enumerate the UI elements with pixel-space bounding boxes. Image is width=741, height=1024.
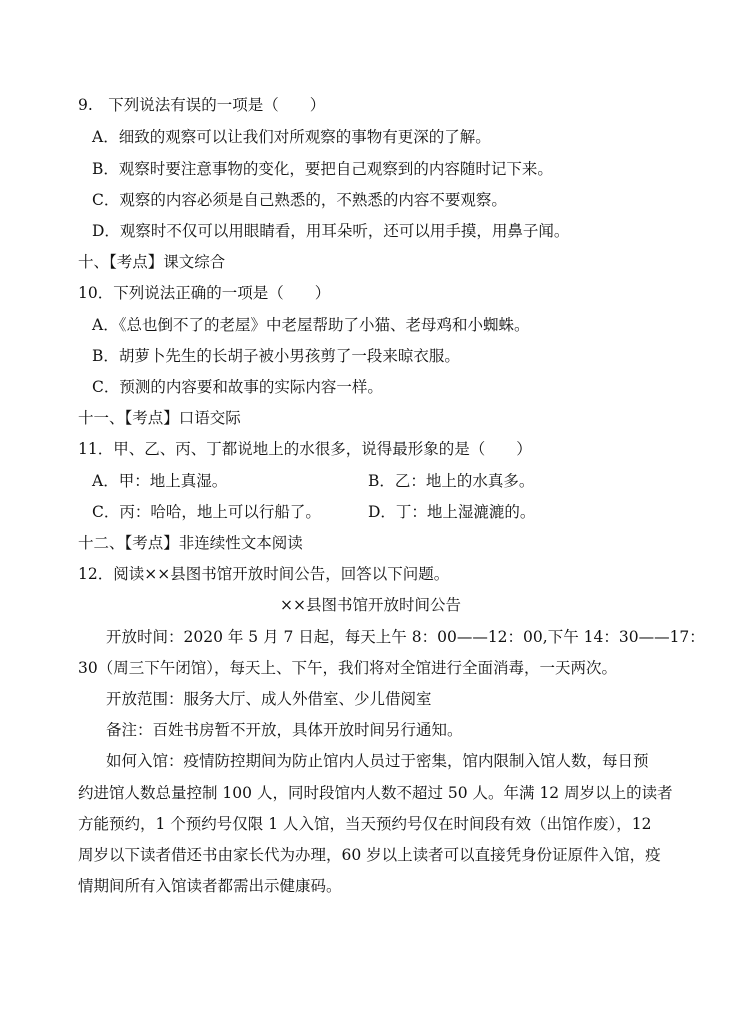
notice-line-2: 30（周三下午闭馆），每天上、下午，我们将对全馆进行全面消毒，一天两次。	[78, 659, 617, 677]
question-9-stem: 9. 下列说法有误的一项是（ ）	[78, 96, 326, 114]
question-11-option-c: C．丙：哈哈，地上可以行船了。	[92, 503, 321, 521]
question-11-stem: 11．甲、乙、丙、丁都说地上的水很多，说得最形象的是（ ）	[78, 440, 532, 458]
notice-title: ××县图书馆开放时间公告	[280, 596, 461, 614]
section-heading-11: 十一、【考点】口语交际	[78, 409, 241, 427]
question-10-stem: 10．下列说法正确的一项是（ ）	[78, 284, 331, 302]
question-10-option-b: B．胡萝卜先生的长胡子被小男孩剪了一段来晾衣服。	[92, 347, 460, 365]
section-heading-10: 十、【考点】课文综合	[78, 253, 226, 271]
notice-line-5: 如何入馆：疫情防控期间为防止馆内人员过于密集，馆内限制入馆人数，每日预	[106, 752, 649, 770]
question-9-option-d: D．观察时不仅可以用眼睛看，用耳朵听，还可以用手摸，用鼻子闻。	[92, 222, 570, 240]
notice-line-1: 开放时间：2020 年 5 月 7 日起，每天上午 8：00——12：00,下午 14：30——17：	[106, 628, 705, 646]
question-12-stem: 12．阅读××县图书馆开放时间公告，回答以下问题。	[78, 565, 450, 583]
question-10-option-c: C．预测的内容要和故事的实际内容一样。	[92, 378, 383, 396]
notice-line-6: 约进馆人数总量控制 100 人，同时段馆内人数不超过 50 人。年满 12 周岁以上的读者	[78, 784, 673, 802]
question-11-option-a: A．甲：地上真湿。	[92, 472, 228, 490]
notice-line-8: 周岁以下读者借还书由家长代为办理，60 岁以上读者可以直接凭身份证原件入馆，疫	[78, 846, 661, 864]
notice-line-9: 情期间所有入馆读者都需出示健康码。	[78, 877, 342, 895]
notice-line-7: 方能预约，1 个预约号仅限 1 人入馆，当天预约号仅在时间段有效（出馆作废），12	[78, 815, 652, 833]
question-9-option-a: A．细致的观察可以让我们对所观察的事物有更深的了解。	[92, 128, 491, 146]
notice-line-4: 备注：百姓书房暂不开放，具体开放时间另行通知。	[106, 721, 463, 739]
question-9-option-b: B．观察时要注意事物的变化，要把自己观察到的内容随时记下来。	[92, 160, 553, 178]
question-11-option-b: B．乙：地上的水真多。	[368, 472, 535, 490]
question-10-option-a: A．《总也倒不了的老屋》中老屋帮助了小猫、老母鸡和小蜘蛛。	[92, 316, 530, 334]
question-11-option-d: D．丁：地上湿漉漉的。	[368, 503, 536, 521]
notice-line-3: 开放范围：服务大厅、成人外借室、少儿借阅室	[106, 690, 432, 708]
section-heading-12: 十二、【考点】非连续性文本阅读	[78, 534, 303, 552]
question-9-option-c: C．观察的内容必须是自己熟悉的，不熟悉的内容不要观察。	[92, 191, 507, 209]
